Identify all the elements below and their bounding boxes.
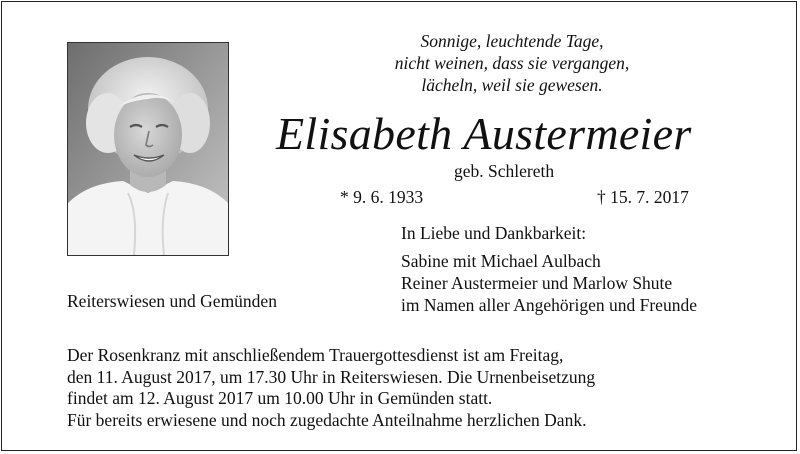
mourner-line: Sabine mit Michael Aulbach [401, 251, 601, 271]
memorial-poem [360, 30, 664, 96]
poem-line: nicht weinen, dass sie vergangen, [394, 53, 630, 73]
mourners-intro: In Liebe und Dankbarkeit: [401, 223, 587, 243]
poem-line: Sonnige, leuchtende Tage, [420, 31, 604, 51]
deceased-name: Elisabeth Austermeier [276, 108, 692, 159]
mourner-line: Reiner Austermeier und Marlow Shute [401, 273, 673, 293]
service-line: findet am 12. August 2017 um 10.00 Uhr in Gemünden statt. [67, 388, 493, 408]
mourner-line: im Namen aller Angehörigen und Freunde [401, 295, 697, 315]
thanks-line: Für bereits erwiesene und noch zugedachte Anteilnahme herzlichen Dank. [67, 409, 587, 430]
place-of-residence: Reiterswiesen und Gemünden [67, 291, 277, 311]
service-details [67, 345, 595, 431]
service-line: den 11. August 2017, um 17.30 Uhr in Reiterswiesen. Die Urnenbeisetzung [67, 366, 596, 387]
poem-line: lächeln, weil sie gewesen. [421, 75, 603, 95]
service-line: Der Rosenkranz mit anschließendem Trauergottesdienst ist am Freitag, [67, 345, 564, 365]
birth-name: geb. Schlereth [454, 161, 555, 181]
portrait-photo [67, 42, 229, 256]
death-date: † 15. 7. 2017 [597, 187, 689, 207]
mourners-block [401, 222, 697, 316]
birth-date: * 9. 6. 1933 [340, 187, 424, 207]
